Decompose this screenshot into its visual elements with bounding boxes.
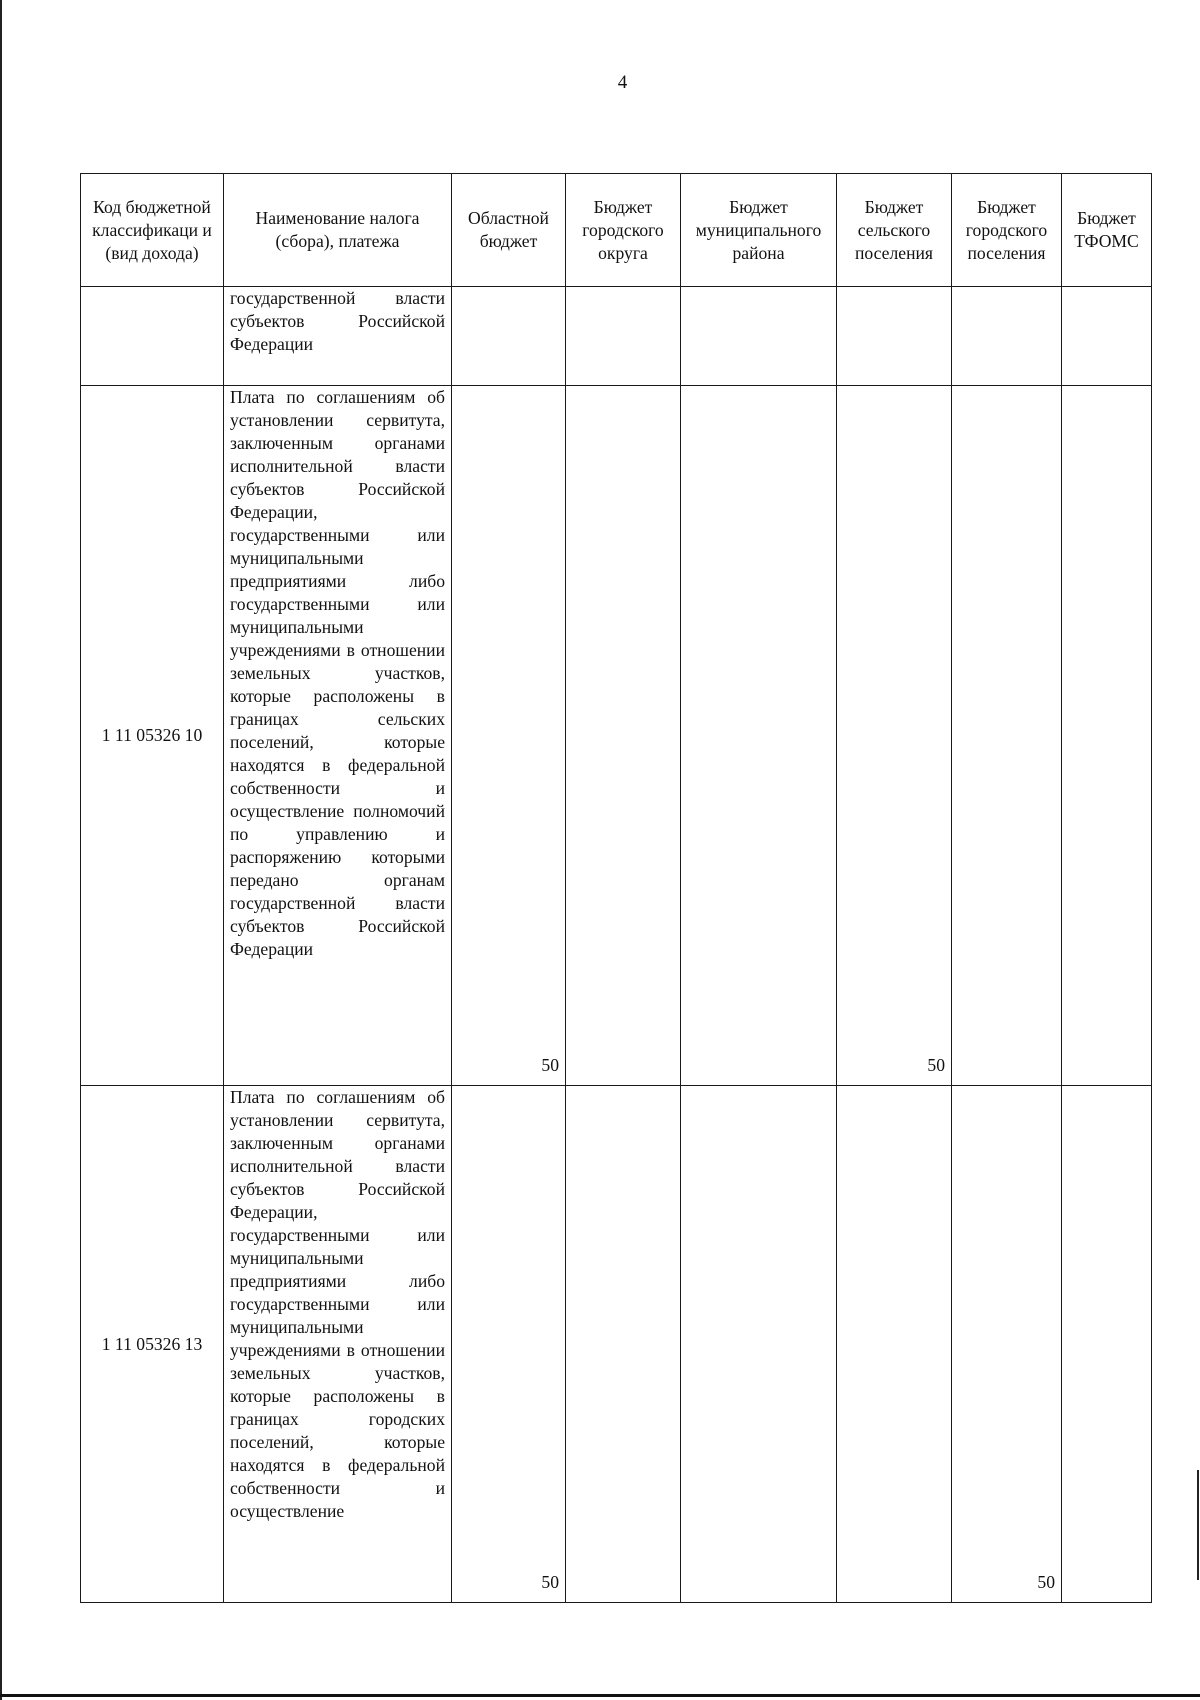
table-header-row [81, 174, 1152, 287]
cell-city-district [566, 1086, 681, 1603]
cell-regional: 50 [452, 1086, 566, 1603]
header-urban-settlement-budget: Бюджет городского поселения [952, 174, 1062, 287]
cell-rural-settlement: 50 [837, 386, 952, 1086]
table-row [81, 287, 1152, 386]
header-municipal-district-budget: Бюджет муниципального района [681, 174, 837, 287]
page-number: 4 [617, 72, 628, 93]
cell-urban-settlement [952, 287, 1062, 386]
header-name: Наименование налога (сбора), платежа [224, 174, 452, 287]
cell-urban-settlement: 50 [952, 1086, 1062, 1603]
cell-name: Плата по соглашениям об установлении сервитута, заключенным органами исполнительной власти субъектов Российской Федерации, государственными или муниципальными предприятиями либо государственными или муниципальными учреждениями в отношении земельных участков, которые расположены в границах сельских поселений, которые находятся в федеральной собственности и осуществление полномочий по управлению и распоряжению которыми передано органам государственной власти субъектов Российской Федерации [224, 386, 452, 1086]
budget-table [80, 173, 1152, 1603]
cell-municipal-district [681, 287, 837, 386]
cell-code: 1 11 05326 10 [81, 386, 224, 1086]
header-rural-settlement-budget: Бюджет сельского поселения [837, 174, 952, 287]
table-row [81, 1086, 1152, 1603]
cell-tfoms [1062, 1086, 1152, 1603]
header-code: Код бюджетной классификаци и (вид дохода) [81, 174, 224, 287]
cell-tfoms [1062, 386, 1152, 1086]
cell-code: 1 11 05326 13 [81, 1086, 224, 1603]
cell-regional [452, 287, 566, 386]
cell-urban-settlement [952, 386, 1062, 1086]
cell-name: Плата по соглашениям об установлении сервитута, заключенным органами исполнительной власти субъектов Российской Федерации, государственными или муниципальными предприятиями либо государственными или муниципальными учреждениями в отношении земельных участков, которые расположены в границах городских поселений, которые находятся в федеральной собственности и осуществление [224, 1086, 452, 1603]
cell-code [81, 287, 224, 386]
cell-city-district [566, 287, 681, 386]
cell-municipal-district [681, 1086, 837, 1603]
cell-rural-settlement [837, 1086, 952, 1603]
header-city-district-budget: Бюджет городского округа [566, 174, 681, 287]
budget-table-wrapper [80, 173, 1152, 1603]
cell-name: государственной власти субъектов Российской Федерации [224, 287, 452, 386]
page-edge-left [0, 0, 2, 1700]
cell-city-district [566, 386, 681, 1086]
cell-municipal-district [681, 386, 837, 1086]
cell-rural-settlement [837, 287, 952, 386]
table-row [81, 386, 1152, 1086]
page-edge-bottom [0, 1694, 1200, 1697]
header-tfoms-budget: Бюджет ТФОМС [1062, 174, 1152, 287]
cell-regional: 50 [452, 386, 566, 1086]
cell-tfoms [1062, 287, 1152, 386]
page-edge-right [1197, 1470, 1199, 1580]
header-regional-budget: Областной бюджет [452, 174, 566, 287]
